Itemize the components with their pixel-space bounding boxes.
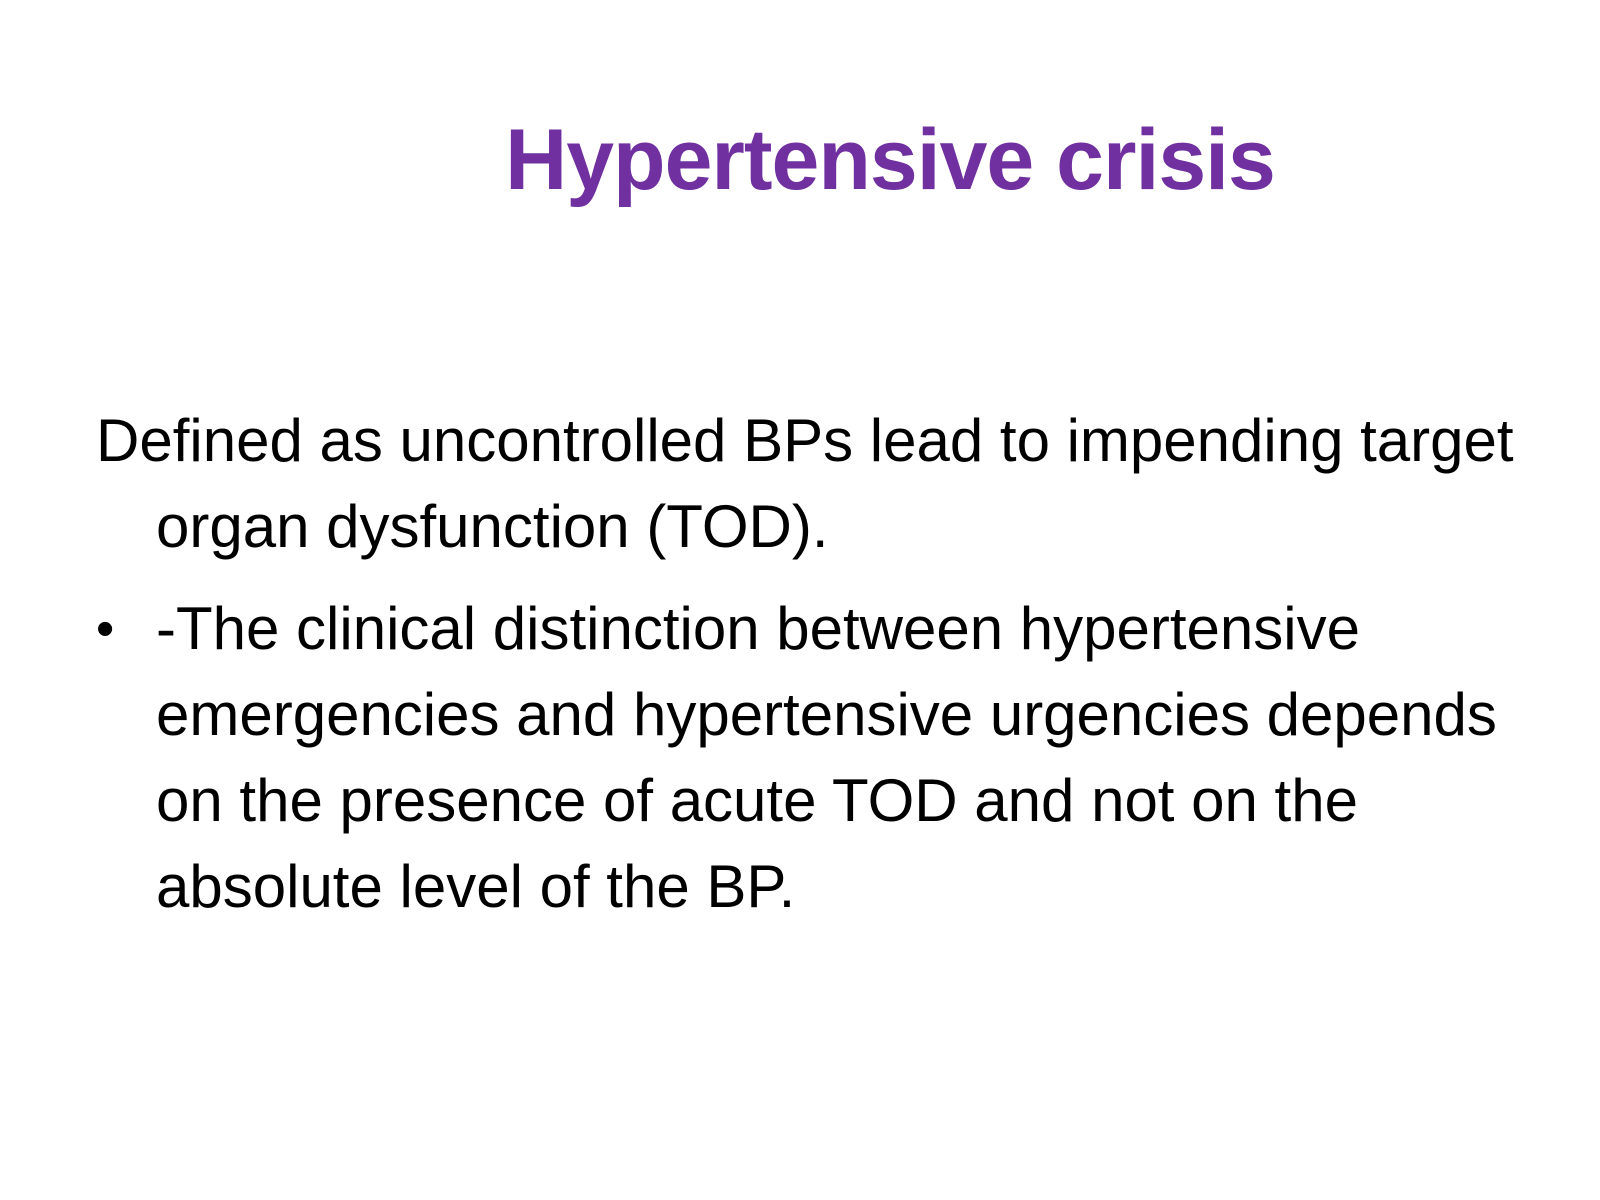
- bullet-text: -The clinical distinction between hypertensive emergencies and hypertensive urgencies depends on the presence of acute TOD and not on the absolute level of the BP.: [156, 595, 1497, 920]
- bullet-marker: •: [96, 600, 115, 658]
- intro-paragraph: Defined as uncontrolled BPs lead to impending target organ dysfunction (TOD).: [96, 407, 1514, 560]
- slide-body: [96, 398, 1516, 930]
- slide-title: Hypertensive crisis: [505, 112, 1275, 208]
- bullet-item: [96, 586, 1516, 930]
